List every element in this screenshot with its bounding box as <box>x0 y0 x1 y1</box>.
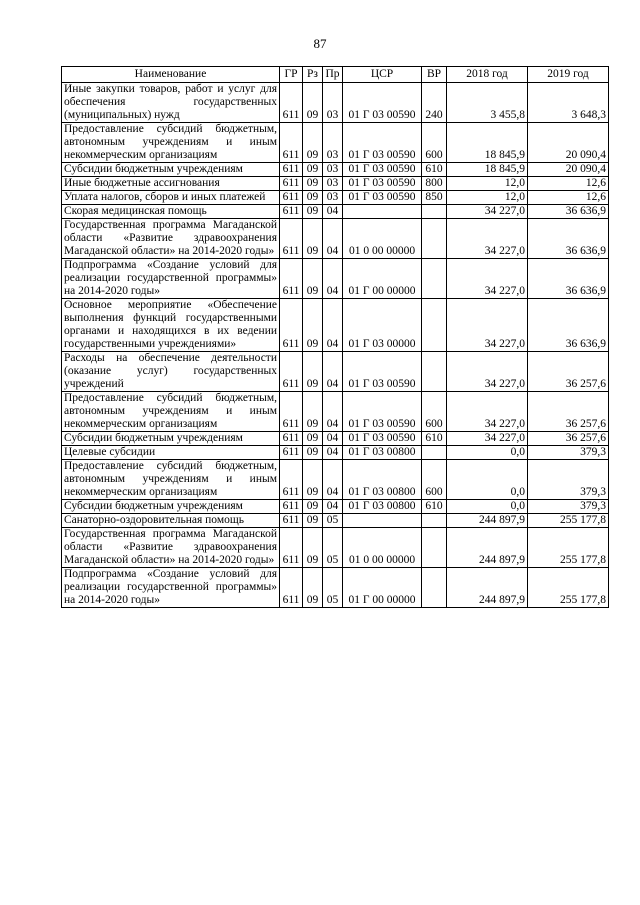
cell-2018: 34 227,0 <box>447 219 528 259</box>
cell-name: Государственная программа Магаданской области «Развитие здравоохранения Магаданской области» на 2014-2020 годы» <box>62 219 280 259</box>
cell-2019: 379,3 <box>528 460 609 500</box>
cell-gr: 611 <box>280 177 303 191</box>
cell-csr: 01 Г 00 00000 <box>343 568 422 608</box>
cell-2018: 3 455,8 <box>447 83 528 123</box>
cell-csr <box>343 514 422 528</box>
cell-2018: 0,0 <box>447 460 528 500</box>
cell-name: Целевые субсидии <box>62 446 280 460</box>
cell-gr: 611 <box>280 163 303 177</box>
cell-csr: 01 0 00 00000 <box>343 219 422 259</box>
cell-gr: 611 <box>280 299 303 352</box>
cell-rz: 09 <box>303 352 323 392</box>
cell-gr: 611 <box>280 191 303 205</box>
cell-vr <box>422 205 447 219</box>
cell-2019: 36 636,9 <box>528 205 609 219</box>
cell-vr: 600 <box>422 392 447 432</box>
cell-pr: 03 <box>323 177 343 191</box>
cell-name: Расходы на обеспечение деятельности (оказание услуг) государственных учреждений <box>62 352 280 392</box>
cell-vr <box>422 259 447 299</box>
cell-2018: 12,0 <box>447 191 528 205</box>
cell-2019: 20 090,4 <box>528 163 609 177</box>
cell-vr: 850 <box>422 191 447 205</box>
table-row <box>62 191 609 205</box>
cell-csr: 01 Г 03 00590 <box>343 432 422 446</box>
cell-2018: 0,0 <box>447 500 528 514</box>
table-row <box>62 352 609 392</box>
cell-2019: 36 636,9 <box>528 219 609 259</box>
cell-vr: 610 <box>422 500 447 514</box>
cell-gr: 611 <box>280 123 303 163</box>
table-row <box>62 392 609 432</box>
cell-rz: 09 <box>303 205 323 219</box>
cell-gr: 611 <box>280 514 303 528</box>
cell-pr: 03 <box>323 123 343 163</box>
header-2019: 2019 год <box>528 67 609 83</box>
cell-2018: 12,0 <box>447 177 528 191</box>
cell-rz: 09 <box>303 514 323 528</box>
cell-2019: 3 648,3 <box>528 83 609 123</box>
cell-pr: 04 <box>323 205 343 219</box>
cell-name: Субсидии бюджетным учреждениям <box>62 500 280 514</box>
cell-csr: 01 Г 03 00590 <box>343 177 422 191</box>
cell-pr: 04 <box>323 259 343 299</box>
cell-csr: 01 Г 00 00000 <box>343 259 422 299</box>
cell-2019: 36 257,6 <box>528 352 609 392</box>
table-row <box>62 568 609 608</box>
table-row <box>62 123 609 163</box>
cell-vr: 600 <box>422 460 447 500</box>
table-row <box>62 163 609 177</box>
header-vr: ВР <box>422 67 447 83</box>
cell-2018: 244 897,9 <box>447 568 528 608</box>
budget-table <box>61 66 609 608</box>
table-row <box>62 500 609 514</box>
table-header-row <box>62 67 609 83</box>
cell-rz: 09 <box>303 432 323 446</box>
cell-rz: 09 <box>303 177 323 191</box>
cell-name: Иные бюджетные ассигнования <box>62 177 280 191</box>
cell-vr: 240 <box>422 83 447 123</box>
cell-2018: 34 227,0 <box>447 259 528 299</box>
cell-name: Государственная программа Магаданской области «Развитие здравоохранения Магаданской области» на 2014-2020 годы» <box>62 528 280 568</box>
cell-rz: 09 <box>303 191 323 205</box>
cell-pr: 03 <box>323 83 343 123</box>
cell-2019: 20 090,4 <box>528 123 609 163</box>
header-pr: Пр <box>323 67 343 83</box>
cell-name: Подпрограмма «Создание условий для реализации государственной программы» на 2014-2020 годы» <box>62 568 280 608</box>
cell-gr: 611 <box>280 446 303 460</box>
cell-vr <box>422 219 447 259</box>
cell-name: Предоставление субсидий бюджетным, автономным учреждениям и иным некоммерческим организациям <box>62 123 280 163</box>
cell-csr: 01 Г 03 00800 <box>343 500 422 514</box>
cell-gr: 611 <box>280 259 303 299</box>
table-row <box>62 528 609 568</box>
cell-rz: 09 <box>303 123 323 163</box>
cell-rz: 09 <box>303 392 323 432</box>
cell-rz: 09 <box>303 568 323 608</box>
table-row <box>62 432 609 446</box>
cell-csr <box>343 205 422 219</box>
cell-rz: 09 <box>303 299 323 352</box>
table-row <box>62 259 609 299</box>
cell-vr: 600 <box>422 123 447 163</box>
cell-rz: 09 <box>303 163 323 177</box>
cell-rz: 09 <box>303 446 323 460</box>
cell-name: Основное мероприятие «Обеспечение выполнения функций государственными органами и находящихся в их ведении государственными учреждениями» <box>62 299 280 352</box>
cell-name: Субсидии бюджетным учреждениям <box>62 432 280 446</box>
cell-name: Скорая медицинская помощь <box>62 205 280 219</box>
cell-2019: 12,6 <box>528 177 609 191</box>
cell-rz: 09 <box>303 219 323 259</box>
cell-csr: 01 Г 03 00590 <box>343 83 422 123</box>
cell-2019: 255 177,8 <box>528 514 609 528</box>
table-row <box>62 299 609 352</box>
header-rz: Рз <box>303 67 323 83</box>
cell-csr: 01 Г 03 00590 <box>343 191 422 205</box>
cell-csr: 01 Г 03 00590 <box>343 352 422 392</box>
cell-2018: 244 897,9 <box>447 528 528 568</box>
cell-2018: 0,0 <box>447 446 528 460</box>
cell-pr: 05 <box>323 528 343 568</box>
cell-pr: 04 <box>323 460 343 500</box>
cell-2019: 36 257,6 <box>528 432 609 446</box>
cell-vr: 800 <box>422 177 447 191</box>
cell-vr: 610 <box>422 163 447 177</box>
table-row <box>62 177 609 191</box>
header-2018: 2018 год <box>447 67 528 83</box>
cell-pr: 03 <box>323 163 343 177</box>
cell-2019: 36 257,6 <box>528 392 609 432</box>
cell-2018: 34 227,0 <box>447 392 528 432</box>
cell-rz: 09 <box>303 528 323 568</box>
cell-pr: 04 <box>323 299 343 352</box>
cell-name: Подпрограмма «Создание условий для реализации государственной программы» на 2014-2020 годы» <box>62 259 280 299</box>
cell-rz: 09 <box>303 83 323 123</box>
cell-gr: 611 <box>280 205 303 219</box>
cell-vr <box>422 446 447 460</box>
cell-2018: 244 897,9 <box>447 514 528 528</box>
cell-pr: 04 <box>323 392 343 432</box>
cell-name: Предоставление субсидий бюджетным, автономным учреждениям и иным некоммерческим организациям <box>62 460 280 500</box>
cell-gr: 611 <box>280 83 303 123</box>
cell-csr: 01 Г 03 00590 <box>343 123 422 163</box>
cell-gr: 611 <box>280 528 303 568</box>
cell-2018: 34 227,0 <box>447 299 528 352</box>
cell-2018: 34 227,0 <box>447 432 528 446</box>
cell-gr: 611 <box>280 352 303 392</box>
cell-name: Предоставление субсидий бюджетным, автономным учреждениям и иным некоммерческим организациям <box>62 392 280 432</box>
cell-csr: 01 Г 03 00000 <box>343 299 422 352</box>
table-row <box>62 219 609 259</box>
header-csr: ЦСР <box>343 67 422 83</box>
cell-2019: 255 177,8 <box>528 528 609 568</box>
cell-pr: 05 <box>323 568 343 608</box>
cell-2019: 36 636,9 <box>528 259 609 299</box>
cell-pr: 04 <box>323 500 343 514</box>
cell-csr: 01 Г 03 00590 <box>343 392 422 432</box>
cell-rz: 09 <box>303 460 323 500</box>
cell-gr: 611 <box>280 460 303 500</box>
cell-gr: 611 <box>280 568 303 608</box>
page-number: 87 <box>313 36 327 51</box>
table-body <box>62 83 609 608</box>
cell-name: Уплата налогов, сборов и иных платежей <box>62 191 280 205</box>
cell-2018: 34 227,0 <box>447 205 528 219</box>
header-gr: ГР <box>280 67 303 83</box>
header-name: Наименование <box>62 67 280 83</box>
cell-pr: 04 <box>323 446 343 460</box>
cell-vr <box>422 514 447 528</box>
cell-2018: 18 845,9 <box>447 163 528 177</box>
cell-vr <box>422 299 447 352</box>
cell-2019: 36 636,9 <box>528 299 609 352</box>
cell-vr <box>422 568 447 608</box>
cell-2018: 18 845,9 <box>447 123 528 163</box>
table-row <box>62 83 609 123</box>
cell-name: Субсидии бюджетным учреждениям <box>62 163 280 177</box>
cell-csr: 01 Г 03 00800 <box>343 446 422 460</box>
table-row <box>62 446 609 460</box>
cell-2019: 379,3 <box>528 446 609 460</box>
cell-gr: 611 <box>280 500 303 514</box>
cell-gr: 611 <box>280 219 303 259</box>
table-row <box>62 514 609 528</box>
table-row <box>62 205 609 219</box>
cell-vr <box>422 528 447 568</box>
cell-pr: 04 <box>323 352 343 392</box>
cell-2018: 34 227,0 <box>447 352 528 392</box>
cell-pr: 05 <box>323 514 343 528</box>
cell-vr <box>422 352 447 392</box>
cell-vr: 610 <box>422 432 447 446</box>
cell-csr: 01 Г 03 00800 <box>343 460 422 500</box>
cell-csr: 01 Г 03 00590 <box>343 163 422 177</box>
cell-rz: 09 <box>303 500 323 514</box>
table-row <box>62 460 609 500</box>
cell-gr: 611 <box>280 392 303 432</box>
cell-pr: 03 <box>323 191 343 205</box>
cell-2019: 12,6 <box>528 191 609 205</box>
cell-rz: 09 <box>303 259 323 299</box>
cell-2019: 379,3 <box>528 500 609 514</box>
cell-gr: 611 <box>280 432 303 446</box>
cell-pr: 04 <box>323 219 343 259</box>
cell-csr: 01 0 00 00000 <box>343 528 422 568</box>
cell-name: Иные закупки товаров, работ и услуг для обеспечения государственных (муниципальных) нужд <box>62 83 280 123</box>
cell-name: Санаторно-оздоровительная помощь <box>62 514 280 528</box>
cell-pr: 04 <box>323 432 343 446</box>
cell-2019: 255 177,8 <box>528 568 609 608</box>
